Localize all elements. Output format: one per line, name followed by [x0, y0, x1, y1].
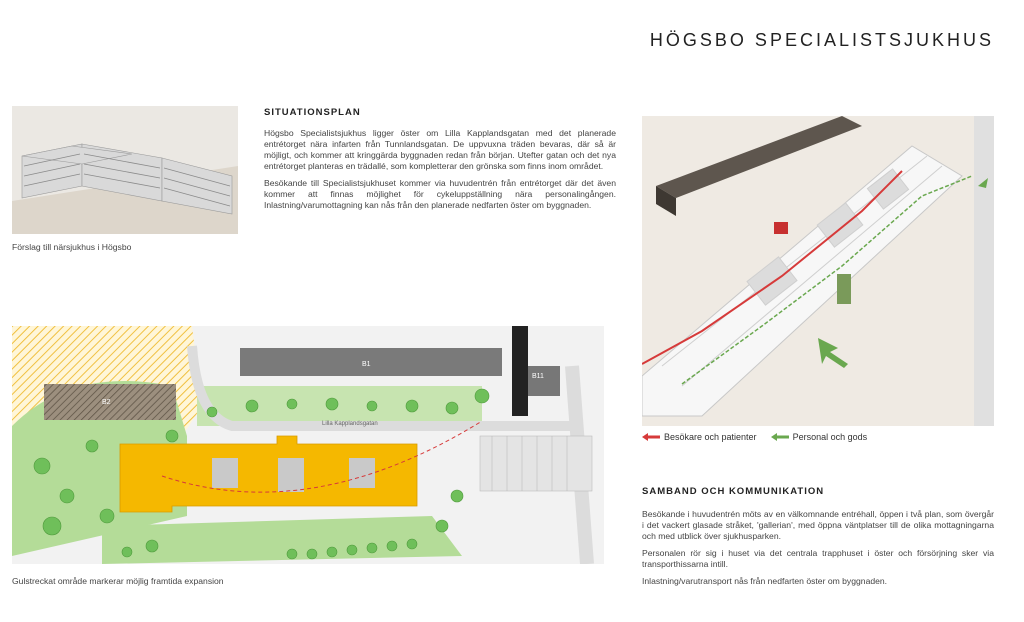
samband-paragraph-1: Besökande i huvudentrén möts av en välkomnande entréhall, öppen i två plan, som övergår i det vackert glasade stråket, 'gallerian', med öppna väntplatser till de olika mottagningarna och med utblick över sjukhusparken. — [642, 509, 994, 541]
legend-visitors — [642, 432, 757, 442]
b1-building — [240, 348, 502, 376]
circulation-diagram-svg — [642, 116, 994, 426]
samband-paragraph-3: Inlastning/varutransport nås från nedfarten öster om byggnaden. — [642, 576, 888, 586]
b11-label: B11 — [532, 373, 544, 380]
b1-label: B1 — [362, 361, 371, 368]
samband-heading: SAMBAND OCH KOMMUNIKATION — [642, 486, 825, 497]
render-caption: Förslag till närsjukhus i Högsbo — [12, 242, 132, 252]
building-render-image — [12, 106, 238, 234]
site-plan-image — [12, 326, 604, 564]
samband-paragraph-2: Personalen rör sig i huset via det centrala trapphuset i öster och försörjning sker via transporthissarna intill. — [642, 548, 994, 569]
situation-heading: SITUATIONSPLAN — [264, 107, 361, 118]
street-label: Lilla Kapplandsgatan — [322, 421, 378, 427]
situation-paragraph-1: Högsbo Specialistsjukhus ligger öster om Lilla Kapplandsgatan med det planerade entrétorget nära infarten från Tunnlandsgatan. De uppvuxna träden bevaras, där så är möjligt, och kommer att kringgärda byggnaden redan från början. Utefter gatan och det nya entrétorget planteras en trädallé, som kompletterar den grönska som finns inom området. — [264, 128, 616, 171]
site-plan-svg — [12, 326, 604, 564]
page-title: HÖGSBO SPECIALISTSJUKHUS — [649, 30, 994, 50]
red-arrow-icon — [642, 433, 660, 441]
b2-label: B2 — [102, 399, 111, 406]
siteplan-caption: Gulstreckat område markerar möjlig framtida expansion — [12, 576, 224, 586]
building-render-svg — [12, 106, 238, 234]
legend-visitors-label: Besökare och patienter — [664, 432, 757, 442]
legend-staff-label: Personal och gods — [792, 432, 868, 442]
situation-section — [264, 107, 616, 217]
legend-staff — [771, 432, 868, 442]
samband-section — [642, 486, 994, 593]
situation-paragraph-2: Besökande till Specialistsjukhuset kommer via huvudentrén från entrétorget där det även kommer att finnas möjlighet för cykeluppställning nära personalingången. Inlastning/varumottagning kan nås från den planerade nedfarten öster om byggnaden. — [264, 178, 616, 210]
route-legend — [642, 432, 867, 442]
circulation-diagram-image — [642, 116, 994, 426]
green-arrow-icon — [771, 433, 789, 441]
